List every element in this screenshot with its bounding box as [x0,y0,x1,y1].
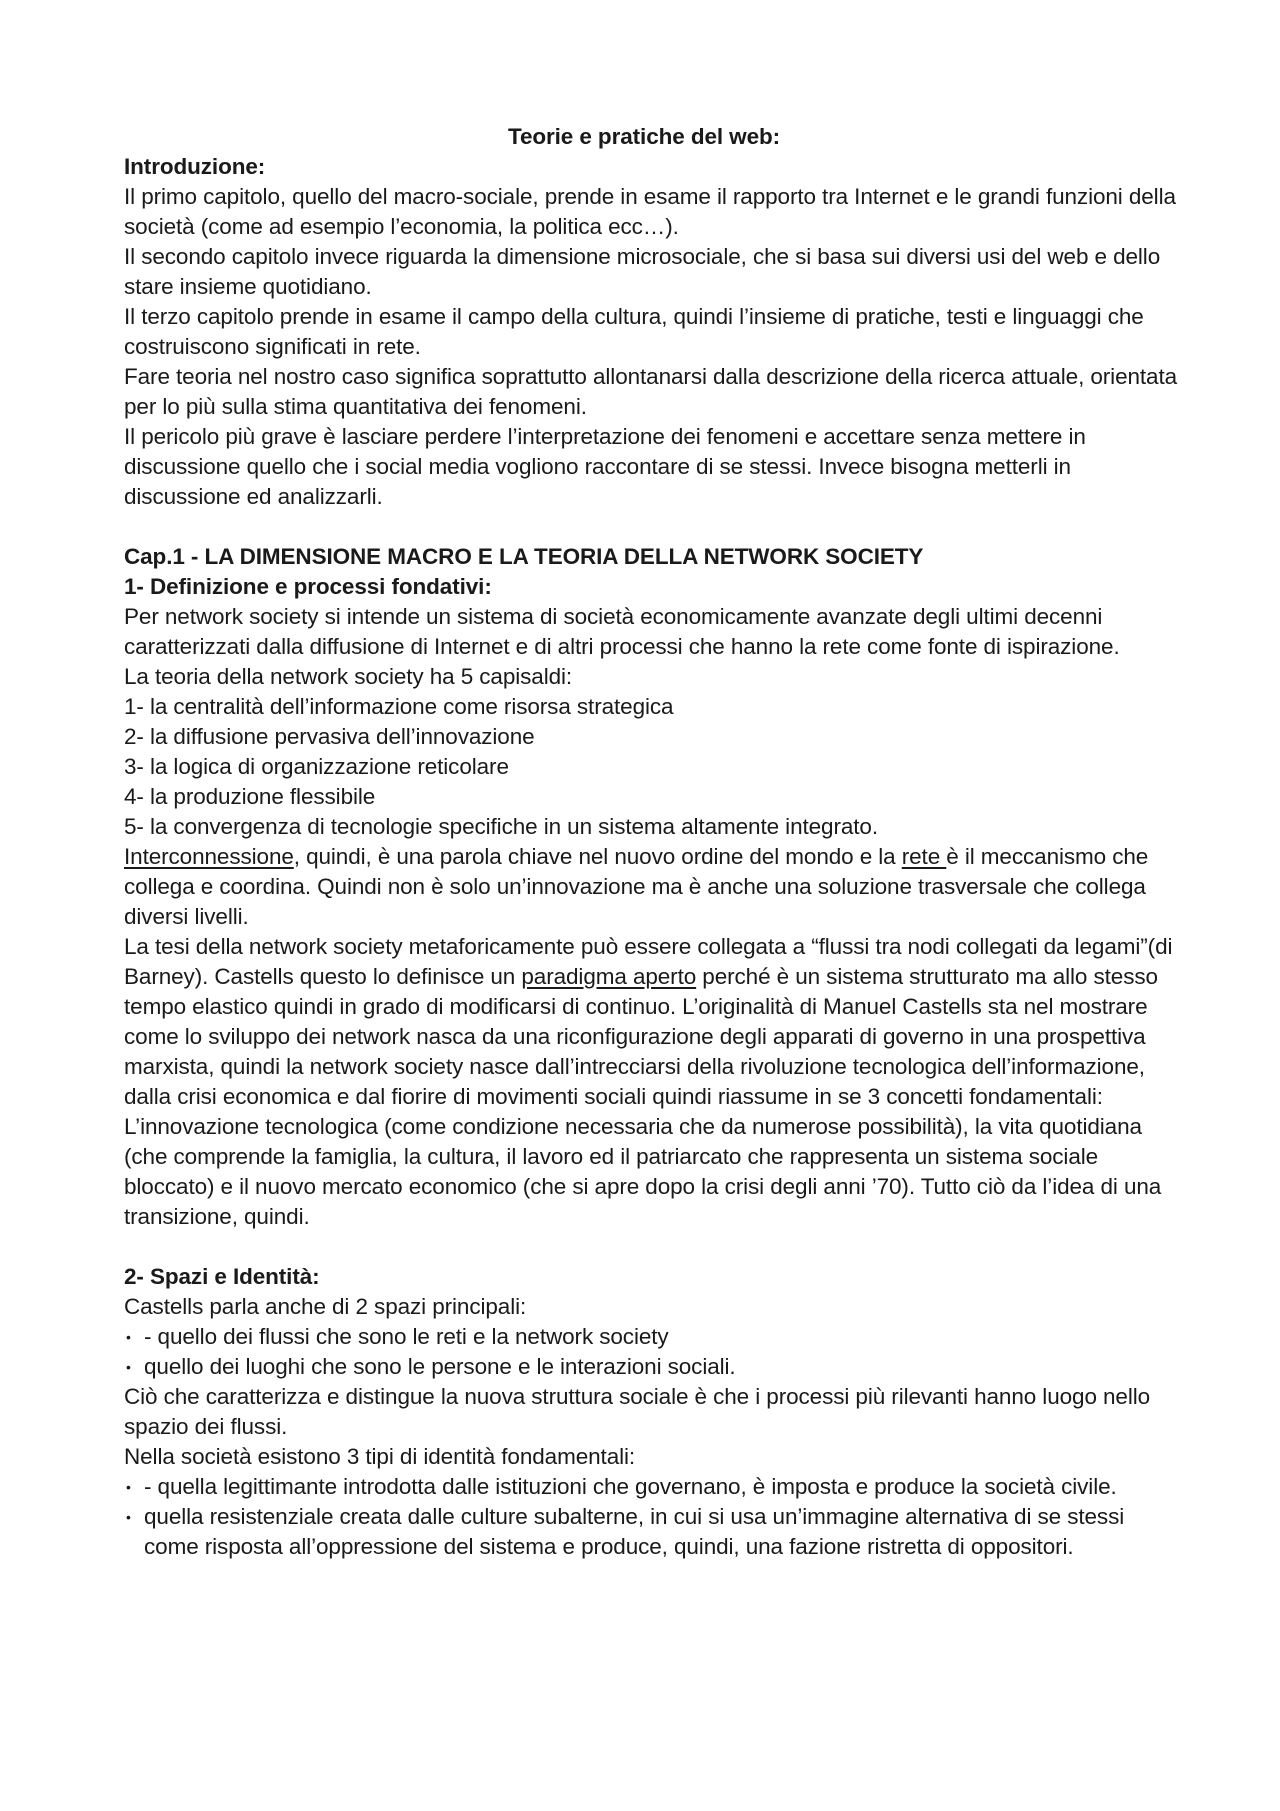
numbered-point: 4- la produzione flessibile [124,784,376,809]
spaces-list [124,1322,1184,1382]
identities-list [124,1472,1184,1562]
bullet-icon: • [126,1359,131,1375]
paragraph [124,932,1184,1232]
text-run: , quindi, è una parola chiave nel nuovo ordine del mondo e la [293,844,902,869]
intro-paragraph: Il secondo capitolo invece riguarda la dimensione microsociale, che si basa sui diversi usi del web e dello stare insieme quotidiano. [124,244,1161,299]
section-heading: 2- Spazi e Identità: [124,1264,320,1289]
intro-paragraph: Fare teoria nel nostro caso significa soprattutto allontanarsi dalla descrizione della ricerca attuale, orientata per lo più sulla stima quantitativa dei fenomeni. [124,364,1178,419]
text-run: La tesi della network society metaforicamente può essere collegata a “flussi tra nodi collegati da legami”(di Barney). Castells questo lo definisce un [124,934,1173,989]
paragraph: Per network society si intende un sistema di società economicamente avanzate degli ultimi decenni caratterizzati dalla diffusione di Internet e di altri processi che hanno la rete come fonte di ispirazione. [124,604,1120,659]
list-item: • quello dei luoghi che sono le persone e le interazioni sociali. [124,1352,1184,1382]
bullet-icon: • [126,1479,131,1495]
paragraph: La teoria della network society ha 5 capisaldi: [124,664,573,689]
bullet-icon: • [126,1509,131,1525]
document-body [124,122,1184,1562]
intro-paragraph: Il pericolo più grave è lasciare perdere l’interpretazione dei fenomeni e accettare senza mettere in discussione quello che i social media vogliono raccontare di se stessi. Invece bisogna metterli in discussione ed analizzarli. [124,424,1086,509]
intro-paragraph: Il primo capitolo, quello del macro-sociale, prende in esame il rapporto tra Internet e le grandi funzioni della società (come ad esempio l’economia, la politica ecc…). [124,184,1176,239]
underlined-term: Interconnessione [124,844,294,869]
chapter-heading: Cap.1 - LA DIMENSIONE MACRO E LA TEORIA DELLA NETWORK SOCIETY [124,544,924,569]
spacer [124,512,1184,542]
document-title: Teorie e pratiche del web: [507,124,781,149]
bullet-icon: • [126,1329,131,1345]
paragraph: Castells parla anche di 2 spazi principali: [124,1294,527,1319]
paragraph [124,842,1184,932]
underlined-term: rete [901,844,947,869]
list-item: • quella resistenziale creata dalle culture subalterne, in cui si usa un’immagine alternativa di se stessi come risposta all’oppressione del sistema e produce, quindi, una fazione ristretta di oppositori. [126,1504,1125,1559]
paragraph: Nella società esistono 3 tipi di identità fondamentali: [124,1444,636,1469]
text-run: perché è un sistema strutturato ma allo stesso tempo elastico quindi in grado di modificarsi di continuo. L’originalità di Manuel Castells sta nel mostrare come lo sviluppo dei network nasca da una riconfigurazione degli apparati di governo in una prospettiva marxista, quindi la network society nasce dall’intrecciarsi della rivoluzione tecnologica dell’informazione, dalla crisi economica e dal fiorire di movimenti sociali quindi riassume in se 3 concetti fondamentali: L’innovazione tecnologica (come condizione necessaria che da numerose possibilità), la vita quotidiana (che comprende la famiglia, la cultura, il lavoro ed il patriarcato che rappresenta un sistema sociale bloccato) e il nuovo mercato economico (che si apre dopo la crisi degli anni ’70). Tutto ciò da l’idea di una transizione, quindi. [124,964,1162,1229]
numbered-point: 2- la diffusione pervasiva dell’innovazione [124,724,535,749]
numbered-point: 3- la logica di organizzazione reticolare [124,754,509,779]
section-heading: 1- Definizione e processi fondativi: [124,574,492,599]
intro-heading: Introduzione: [124,154,266,179]
list-item: • - quella legittimante introdotta dalle istituzioni che governano, è imposta e produce la società civile. [124,1472,1184,1502]
list-item: • - quello dei flussi che sono le reti e la network society [124,1322,1184,1352]
intro-paragraph: Il terzo capitolo prende in esame il campo della cultura, quindi l’insieme di pratiche, testi e linguaggi che costruiscono significati in rete. [124,304,1144,359]
underlined-term: paradigma aperto [521,964,697,989]
text-run: è il meccanismo che collega e coordina. Quindi non è solo un’innovazione ma è anche una soluzione trasversale che collega diversi livelli. [124,844,1149,929]
paragraph: Ciò che caratterizza e distingue la nuova struttura sociale è che i processi più rilevanti hanno luogo nello spazio dei flussi. [124,1384,1151,1439]
numbered-point: 5- la convergenza di tecnologie specifiche in un sistema altamente integrato. [124,814,878,839]
spacer [124,1232,1184,1262]
numbered-point: 1- la centralità dell’informazione come risorsa strategica [124,694,674,719]
